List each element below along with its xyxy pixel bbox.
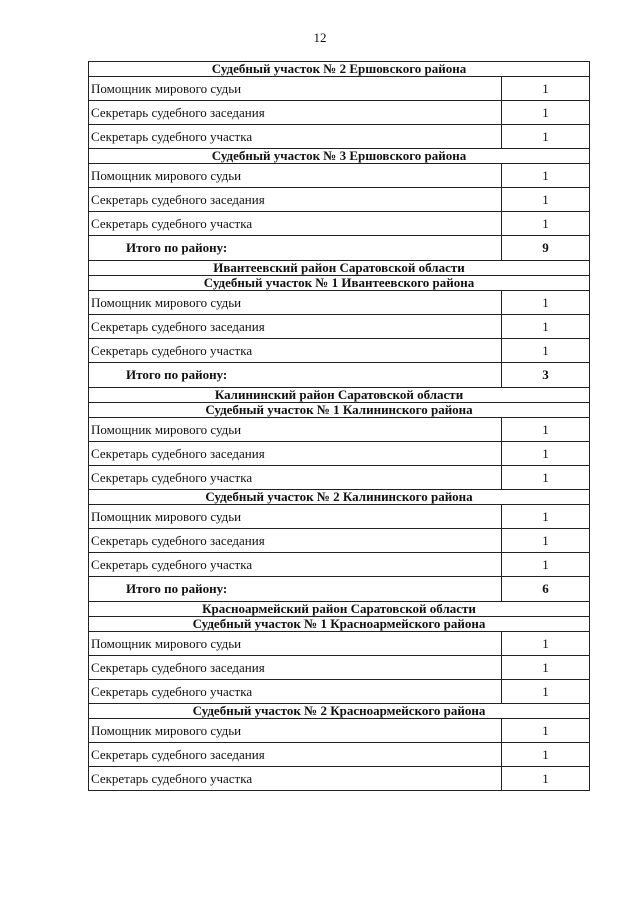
position-row: [89, 291, 590, 315]
position-name: Помощник мирового судьи: [89, 291, 502, 315]
position-row: [89, 680, 590, 704]
position-row: [89, 442, 590, 466]
position-row: [89, 743, 590, 767]
position-count: 1: [502, 188, 590, 212]
position-count: 1: [502, 212, 590, 236]
position-row: [89, 101, 590, 125]
section-heading: Судебный участок № 3 Ершовского района: [89, 149, 590, 164]
position-count: 1: [502, 553, 590, 577]
position-row: [89, 767, 590, 791]
position-name: Секретарь судебного участка: [89, 125, 502, 149]
section-heading-row: [89, 704, 590, 719]
position-name: Секретарь судебного заседания: [89, 442, 502, 466]
section-heading: Судебный участок № 1 Ивантеевского района: [89, 276, 590, 291]
section-heading: Судебный участок № 1 Калининского района: [89, 403, 590, 418]
section-heading: Судебный участок № 2 Ершовского района: [89, 62, 590, 77]
total-count: 6: [502, 577, 590, 602]
total-label: Итого по району:: [89, 577, 502, 602]
section-heading-row: [89, 617, 590, 632]
position-name: Секретарь судебного участка: [89, 466, 502, 490]
position-row: [89, 505, 590, 529]
total-count: 3: [502, 363, 590, 388]
position-row: [89, 125, 590, 149]
position-name: Секретарь судебного заседания: [89, 529, 502, 553]
position-count: 1: [502, 719, 590, 743]
position-count: 1: [502, 101, 590, 125]
section-heading-row: [89, 149, 590, 164]
position-name: Секретарь судебного заседания: [89, 743, 502, 767]
position-name: Помощник мирового судьи: [89, 719, 502, 743]
position-row: [89, 418, 590, 442]
district-total-row: [89, 577, 590, 602]
position-count: 1: [502, 680, 590, 704]
position-row: [89, 164, 590, 188]
section-heading: Красноармейский район Саратовской области: [89, 602, 590, 617]
staff-table: [88, 61, 590, 791]
position-count: 1: [502, 656, 590, 680]
position-row: [89, 315, 590, 339]
position-count: 1: [502, 315, 590, 339]
position-count: 1: [502, 442, 590, 466]
total-count: 9: [502, 236, 590, 261]
position-count: 1: [502, 125, 590, 149]
position-name: Секретарь судебного участка: [89, 767, 502, 791]
section-heading-row: [89, 490, 590, 505]
staff-table-body: [89, 62, 590, 791]
district-total-row: [89, 236, 590, 261]
section-heading-row: [89, 276, 590, 291]
position-count: 1: [502, 767, 590, 791]
position-row: [89, 466, 590, 490]
section-heading-row: [89, 261, 590, 276]
position-name: Секретарь судебного участка: [89, 339, 502, 363]
position-count: 1: [502, 466, 590, 490]
position-row: [89, 188, 590, 212]
position-name: Помощник мирового судьи: [89, 418, 502, 442]
page-number: 12: [313, 30, 327, 45]
section-heading: Ивантеевский район Саратовской области: [89, 261, 590, 276]
section-heading-row: [89, 62, 590, 77]
position-name: Секретарь судебного заседания: [89, 315, 502, 339]
position-name: Секретарь судебного заседания: [89, 656, 502, 680]
position-count: 1: [502, 339, 590, 363]
section-heading: Судебный участок № 1 Красноармейского района: [89, 617, 590, 632]
position-count: 1: [502, 505, 590, 529]
position-name: Помощник мирового судьи: [89, 632, 502, 656]
position-name: Секретарь судебного участка: [89, 212, 502, 236]
position-row: [89, 77, 590, 101]
position-row: [89, 553, 590, 577]
position-count: 1: [502, 291, 590, 315]
section-heading: Калининский район Саратовской области: [89, 388, 590, 403]
position-count: 1: [502, 632, 590, 656]
position-row: [89, 212, 590, 236]
section-heading: Судебный участок № 2 Калининского района: [89, 490, 590, 505]
position-name: Помощник мирового судьи: [89, 164, 502, 188]
position-name: Секретарь судебного участка: [89, 680, 502, 704]
position-count: 1: [502, 418, 590, 442]
position-count: 1: [502, 743, 590, 767]
position-name: Секретарь судебного заседания: [89, 188, 502, 212]
position-row: [89, 656, 590, 680]
section-heading-row: [89, 602, 590, 617]
position-name: Секретарь судебного заседания: [89, 101, 502, 125]
total-label: Итого по району:: [89, 363, 502, 388]
position-row: [89, 529, 590, 553]
position-row: [89, 719, 590, 743]
position-name: Помощник мирового судьи: [89, 505, 502, 529]
section-heading-row: [89, 388, 590, 403]
total-label: Итого по району:: [89, 236, 502, 261]
position-row: [89, 339, 590, 363]
position-name: Секретарь судебного участка: [89, 553, 502, 577]
position-count: 1: [502, 77, 590, 101]
section-heading: Судебный участок № 2 Красноармейского района: [89, 704, 590, 719]
district-total-row: [89, 363, 590, 388]
position-count: 1: [502, 164, 590, 188]
section-heading-row: [89, 403, 590, 418]
position-name: Помощник мирового судьи: [89, 77, 502, 101]
position-count: 1: [502, 529, 590, 553]
position-row: [89, 632, 590, 656]
